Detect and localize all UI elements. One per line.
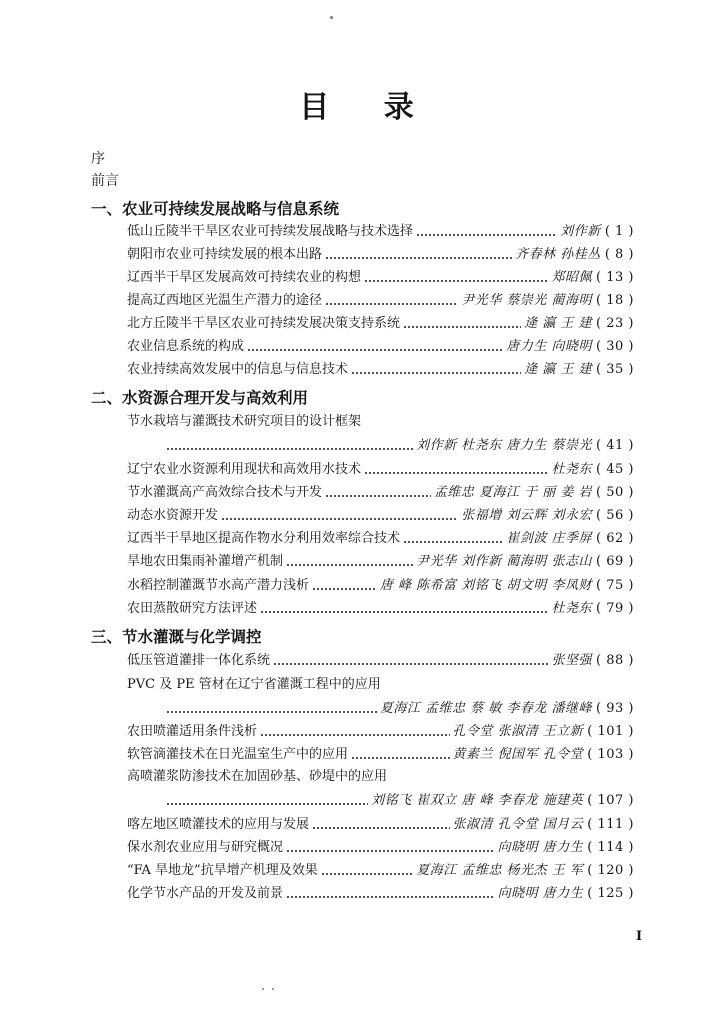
scan-speck (330, 16, 333, 19)
entry-page: ( 79 ) (596, 601, 634, 616)
entry-page: ( 93 ) (596, 701, 634, 716)
toc-entry (127, 291, 634, 311)
entry-page: ( 8 ) (604, 247, 634, 262)
entry-title: 动态水资源开发 (127, 508, 219, 523)
entry-authors: 孟维忠 夏海江 于 丽 姜 岩 (433, 485, 593, 500)
entry-title: 喀左地区喷灌技术的应用与发展 (127, 817, 310, 832)
dot-leader (286, 563, 413, 567)
toc-entry (127, 861, 634, 881)
entry-authors: 杜尧东 (551, 601, 593, 616)
preface-entry: 序 (91, 151, 105, 167)
entry-page: ( 18 ) (596, 293, 634, 308)
dot-leader (247, 348, 503, 352)
dot-leader (403, 540, 503, 544)
toc-entry (127, 552, 634, 572)
entry-page: ( 45 ) (596, 462, 634, 477)
toc-entry-continuation (163, 791, 634, 811)
entry-authors: 向晓明 唐力生 (497, 840, 584, 855)
entry-page: ( 35 ) (596, 362, 634, 377)
entry-page: ( 62 ) (596, 531, 634, 546)
toc-entry (127, 314, 634, 334)
entry-title: 低山丘陵半干旱区农业可持续发展战略与技术选择 (127, 224, 414, 239)
toc-entry (127, 745, 634, 765)
dot-leader (166, 802, 368, 806)
toc-entry (127, 675, 634, 695)
entry-page: ( 103 ) (587, 747, 634, 762)
entry-title: 低压管道灌排一体化系统 (127, 653, 271, 668)
toc-entry-continuation (163, 699, 634, 719)
entry-page: ( 111 ) (587, 817, 634, 832)
entry-authors: 张福增 刘云辉 刘永宏 (461, 508, 593, 523)
scan-speck (262, 988, 264, 990)
entry-authors: 黄素兰 倪国军 孔令堂 (452, 747, 584, 762)
dot-leader (312, 587, 377, 591)
entry-title: 软管滴灌技术在日光温室生产中的应用 (127, 747, 349, 762)
page-title: 目 录 (299, 90, 436, 125)
entry-title: 辽西半干旱区发展高效可持续农业的构想 (127, 270, 362, 285)
dot-leader (321, 872, 414, 876)
entry-authors: 夏海江 孟维忠 杨光杰 王 军 (416, 863, 584, 878)
entry-page: ( 107 ) (587, 793, 634, 808)
entry-page: ( 23 ) (596, 316, 634, 331)
toc-entry (127, 529, 634, 549)
toc-entry (127, 651, 634, 671)
entry-page: ( 13 ) (596, 270, 634, 285)
toc-entry (127, 222, 634, 242)
dot-leader (260, 733, 449, 737)
entry-page: ( 101 ) (587, 724, 634, 739)
dot-leader (325, 494, 431, 498)
dot-leader (166, 447, 413, 451)
entry-title: 农业持续高效发展中的信息与信息技术 (127, 362, 349, 377)
entry-authors: 孔令堂 张淑清 王立新 (452, 724, 584, 739)
entry-title: 高喷灌浆防渗技术在加固砂基、砂堤中的应用 (127, 769, 388, 784)
entry-page: ( 120 ) (587, 863, 634, 878)
toc-entry (127, 576, 634, 596)
entry-authors: 唐力生 向晓明 (506, 339, 593, 354)
entry-title: 农田蒸散研究方法评述 (127, 601, 258, 616)
page-number: I (636, 929, 643, 944)
toc-entry (127, 460, 634, 480)
entry-page: ( 125 ) (587, 886, 634, 901)
entry-authors: 逄 瀛 王 建 (524, 316, 593, 331)
entry-page: ( 69 ) (596, 554, 634, 569)
dot-leader (286, 895, 495, 899)
entry-authors: 向晓明 唐力生 (497, 886, 584, 901)
dot-leader (325, 256, 512, 260)
entry-authors: 杜尧东 (551, 462, 593, 477)
entry-page: ( 1 ) (604, 224, 634, 239)
toc-entry-continuation (163, 436, 634, 456)
dot-leader (286, 849, 495, 853)
entry-page: ( 30 ) (596, 339, 634, 354)
entry-title: 朝阳市农业可持续发展的根本出路 (127, 247, 323, 262)
entry-authors: 夏海江 孟维忠 蔡 敏 李春龙 潘继峰 (379, 701, 593, 716)
section-heading: 二、水资源合理开发与高效利用 (91, 389, 309, 407)
toc-entry (127, 483, 634, 503)
dot-leader (260, 610, 549, 614)
dot-leader (364, 471, 549, 475)
dot-leader (312, 826, 449, 830)
entry-title: “FA 旱地龙”抗旱增产机理及效果 (127, 863, 318, 878)
section-heading: 一、农业可持续发展战略与信息系统 (91, 200, 340, 218)
toc-entry (127, 599, 634, 619)
entry-title: 节水灌溉高产高效综合技术与开发 (127, 485, 323, 500)
entry-authors: 张坚强 (551, 653, 593, 668)
scan-speck (272, 988, 274, 990)
entry-title: 节水栽培与灌溉技术研究项目的设计框架 (127, 414, 362, 429)
entry-authors: 尹光华 刘作新 蔺海明 张志山 (416, 554, 593, 569)
entry-page: ( 88 ) (596, 653, 634, 668)
toc-entry (127, 838, 634, 858)
toc-entry (127, 767, 634, 787)
entry-authors: 刘铭飞 崔双立 唐 峰 李春龙 施建英 (371, 793, 584, 808)
entry-authors: 崔剑波 庄季屏 (506, 531, 593, 546)
dot-leader (273, 662, 549, 666)
entry-authors: 逄 瀛 王 建 (524, 362, 593, 377)
toc-entry (127, 722, 634, 742)
toc-entry (127, 412, 634, 432)
dot-leader (351, 756, 449, 760)
entry-title: 旱地农田集雨补灌增产机制 (127, 554, 284, 569)
toc-entry (127, 337, 634, 357)
dot-leader (325, 302, 458, 306)
entry-title: 农田喷灌适用条件浅析 (127, 724, 258, 739)
entry-title: 保水剂农业应用与研究概况 (127, 840, 284, 855)
entry-title: 辽宁农业水资源利用现状和高效用水技术 (127, 462, 362, 477)
entry-title: 辽西半干旱地区提高作物水分利用效率综合技术 (127, 531, 401, 546)
entry-page: ( 41 ) (596, 438, 634, 453)
entry-authors: 尹光华 蔡崇光 蔺海明 (461, 293, 593, 308)
toc-entry (127, 360, 634, 380)
entry-title: 北方丘陵半干旱区农业可持续发展决策支持系统 (127, 316, 401, 331)
toc-entry (127, 815, 634, 835)
entry-authors: 张淑清 孔令堂 国月云 (452, 817, 584, 832)
dot-leader (166, 710, 377, 714)
entry-page: ( 56 ) (596, 508, 634, 523)
entry-page: ( 50 ) (596, 485, 634, 500)
toc-entry (127, 268, 634, 288)
dot-leader (403, 325, 521, 329)
entry-title: PVC 及 PE 管材在辽宁省灌溉工程中的应用 (127, 677, 381, 692)
entry-title: 化学节水产品的开发及前景 (127, 886, 284, 901)
toc-entry (127, 245, 634, 265)
entry-title: 水稻控制灌溉节水高产潜力浅析 (127, 578, 310, 593)
dot-leader (364, 279, 549, 283)
entry-authors: 唐 峰 陈希富 刘铭飞 胡文明 李凤财 (379, 578, 593, 593)
entry-title: 提高辽西地区光温生产潜力的途径 (127, 293, 323, 308)
dot-leader (416, 233, 557, 237)
entry-authors: 刘作新 杜尧东 唐力生 蔡崇光 (416, 438, 593, 453)
entry-authors: 齐春林 孙桂丛 (515, 247, 601, 262)
dot-leader (221, 517, 458, 521)
toc-entry (127, 506, 634, 526)
entry-authors: 郑昭佩 (551, 270, 593, 285)
toc-entry (127, 884, 634, 904)
entry-page: ( 75 ) (596, 578, 634, 593)
foreword-entry: 前言 (91, 173, 119, 189)
entry-title: 农业信息系统的构成 (127, 339, 245, 354)
entry-authors: 刘作新 (560, 224, 601, 239)
section-heading: 三、节水灌溉与化学调控 (91, 628, 262, 646)
dot-leader (351, 371, 521, 375)
entry-page: ( 114 ) (587, 840, 634, 855)
